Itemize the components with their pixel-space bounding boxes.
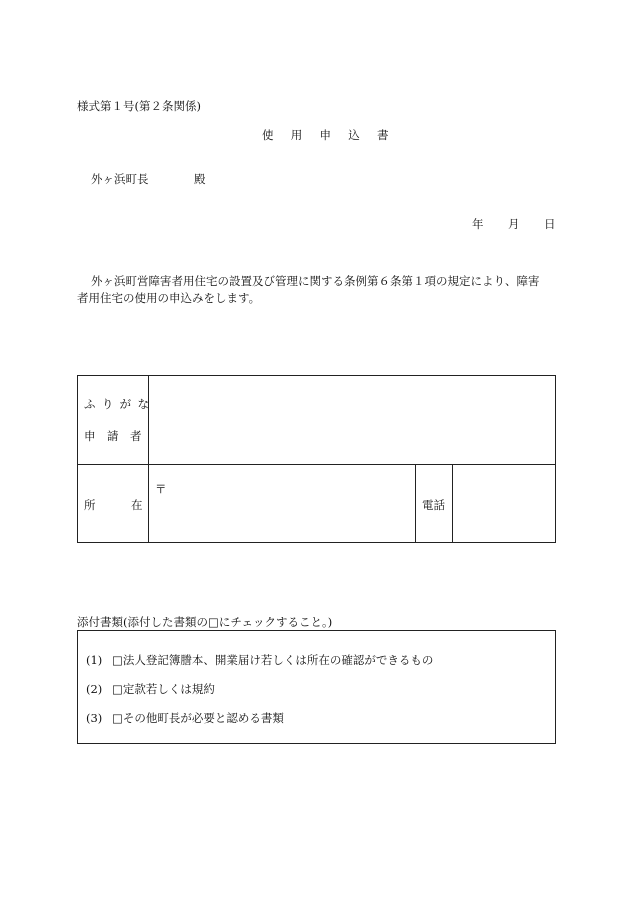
phone-field[interactable] — [457, 470, 549, 538]
phone-label: 電話 — [422, 498, 445, 512]
applicant-name-field[interactable] — [154, 384, 549, 459]
honorific: 殿 — [194, 172, 206, 186]
attachment-item-2[interactable] — [86, 684, 215, 696]
phone-left-divider — [415, 464, 416, 542]
date-day-label: 日 — [544, 217, 556, 231]
attachment-text: □定款若しくは規約 — [112, 682, 215, 696]
date-year-label: 年 — [472, 217, 484, 231]
attachments-heading: 添付書類(添付した書類の□にチェックすること。) — [77, 615, 333, 629]
attachment-number: (1) — [86, 653, 103, 667]
form-number: 様式第１号(第２条関係) — [77, 99, 201, 113]
attachment-item-3[interactable] — [86, 713, 284, 725]
address-field[interactable] — [168, 470, 408, 538]
date-month-label: 月 — [508, 217, 520, 231]
attachment-number: (3) — [86, 711, 103, 725]
attachment-text: □その他町長が必要と認める書類 — [112, 711, 284, 725]
row-divider — [78, 464, 555, 465]
address-label-last: 在 — [131, 498, 143, 512]
applicant-table — [77, 375, 556, 543]
applicant-label: 申請者 — [84, 429, 153, 443]
attachment-number: (2) — [86, 682, 103, 696]
postal-mark: 〒 — [155, 482, 167, 496]
attachments-box — [77, 630, 556, 744]
attachment-item-1[interactable] — [86, 655, 433, 667]
attachment-text: □法人登記簿謄本、開業届け若しくは所在の確認ができるもの — [112, 653, 434, 667]
addressee: 外ヶ浜町長 — [91, 172, 149, 186]
address-label-first: 所 — [84, 498, 96, 512]
document-title: 使 用 申 込 書 — [262, 128, 392, 142]
furigana-label: ふりがな — [84, 397, 156, 411]
body-text-line-1: 外ヶ浜町営障害者用住宅の設置及び管理に関する条例第６条第１項の規定により、障害 — [91, 274, 540, 288]
phone-right-divider — [452, 464, 453, 542]
body-text-line-2: 者用住宅の使用の申込みをします。 — [77, 291, 261, 305]
